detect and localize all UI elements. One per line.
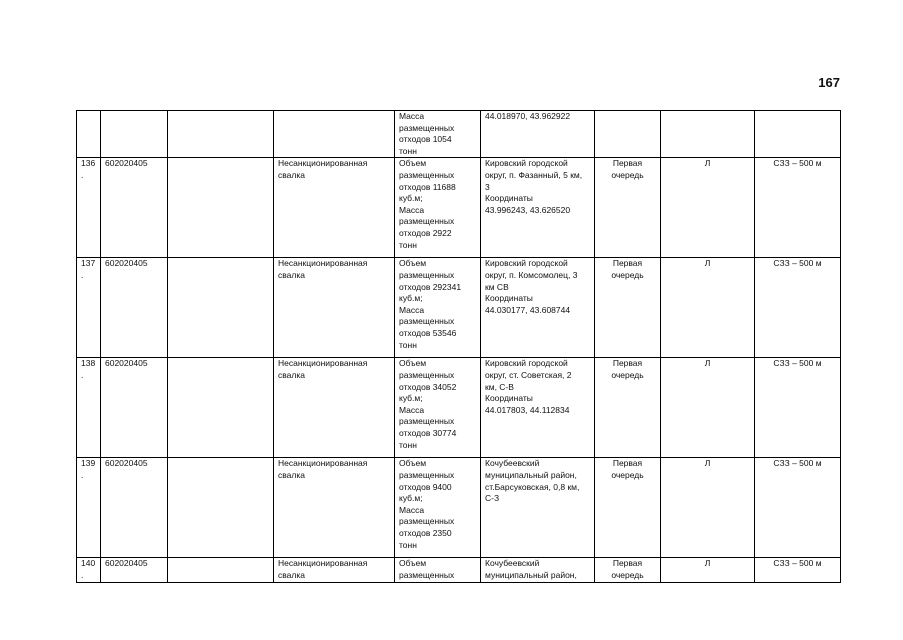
cell-waste-volume: Масса размещенных отходов 1054 тонн bbox=[395, 111, 481, 158]
cell-waste-volume: Объем размещенных отходов 34052 куб.м; Масса размещенных отходов 30774 тонн bbox=[395, 358, 481, 458]
cell-queue: Первая очередь bbox=[595, 258, 661, 358]
cell-sanitary-zone: СЗЗ – 500 м bbox=[755, 558, 841, 582]
cell-location: Кировский городской округ, п. Комсомолец, 3 км СВ Координаты 44.030177, 43.608744 bbox=[481, 258, 595, 358]
cell-letter: Л bbox=[661, 558, 755, 582]
cell-row-number: 137. bbox=[77, 258, 101, 358]
cell-row-number: 140. bbox=[77, 558, 101, 582]
cell-letter bbox=[661, 111, 755, 158]
table-row bbox=[77, 111, 841, 158]
cell-sanitary-zone bbox=[755, 111, 841, 158]
cell-letter: Л bbox=[661, 358, 755, 458]
cell-location: Кочубеевский муниципальный район, ст.Барсуковская, 0,8 км, С-З bbox=[481, 458, 595, 558]
cell-object-type: Несанкционированная свалка bbox=[274, 558, 395, 582]
cell-code bbox=[101, 111, 168, 158]
cell-sanitary-zone: СЗЗ – 500 м bbox=[755, 458, 841, 558]
cell-waste-volume: Объем размещенных отходов 9400 куб.м; Масса размещенных отходов 2350 тонн bbox=[395, 458, 481, 558]
cell-blank bbox=[168, 158, 274, 258]
cell-blank bbox=[168, 358, 274, 458]
cell-waste-volume: Объем размещенных bbox=[395, 558, 481, 582]
cell-sanitary-zone: СЗЗ – 500 м bbox=[755, 158, 841, 258]
cell-queue: Первая очередь bbox=[595, 358, 661, 458]
cell-letter: Л bbox=[661, 458, 755, 558]
cell-location: Кировский городской округ, ст. Советская, 2 км, С-В Координаты 44.017803, 44.112834 bbox=[481, 358, 595, 458]
table-row bbox=[77, 558, 841, 582]
registry-table bbox=[76, 110, 841, 583]
cell-waste-volume: Объем размещенных отходов 11688 куб.м; Масса размещенных отходов 2922 тонн bbox=[395, 158, 481, 258]
table-row bbox=[77, 258, 841, 358]
cell-queue bbox=[595, 111, 661, 158]
cell-object-type: Несанкционированная свалка bbox=[274, 458, 395, 558]
cell-queue: Первая очередь bbox=[595, 458, 661, 558]
cell-row-number: 139. bbox=[77, 458, 101, 558]
cell-object-type: Несанкционированная свалка bbox=[274, 358, 395, 458]
cell-sanitary-zone: СЗЗ – 500 м bbox=[755, 358, 841, 458]
registry-table-body bbox=[77, 111, 841, 583]
cell-location: Кочубеевский муниципальный район, bbox=[481, 558, 595, 582]
table-row bbox=[77, 358, 841, 458]
cell-letter: Л bbox=[661, 258, 755, 358]
cell-code: 602020405 bbox=[101, 358, 168, 458]
cell-queue: Первая очередь bbox=[595, 158, 661, 258]
cell-queue: Первая очередь bbox=[595, 558, 661, 582]
cell-sanitary-zone: СЗЗ – 500 м bbox=[755, 258, 841, 358]
cell-blank bbox=[168, 558, 274, 582]
cell-location: Кировский городской округ, п. Фазанный, 5 км, 3 Координаты 43.996243, 43.626520 bbox=[481, 158, 595, 258]
cell-row-number: 136. bbox=[77, 158, 101, 258]
cell-blank bbox=[168, 111, 274, 158]
cell-row-number: 138. bbox=[77, 358, 101, 458]
cell-waste-volume: Объем размещенных отходов 292341 куб.м; Масса размещенных отходов 53546 тонн bbox=[395, 258, 481, 358]
cell-blank bbox=[168, 258, 274, 358]
cell-code: 602020405 bbox=[101, 258, 168, 358]
table-row bbox=[77, 158, 841, 258]
cell-blank bbox=[168, 458, 274, 558]
cell-object-type: Несанкционированная свалка bbox=[274, 258, 395, 358]
page-number: 167 bbox=[818, 75, 840, 90]
cell-code: 602020405 bbox=[101, 158, 168, 258]
cell-row-number bbox=[77, 111, 101, 158]
cell-location: 44.018970, 43.962922 bbox=[481, 111, 595, 158]
cell-object-type bbox=[274, 111, 395, 158]
cell-letter: Л bbox=[661, 158, 755, 258]
cell-code: 602020405 bbox=[101, 458, 168, 558]
cell-object-type: Несанкционированная свалка bbox=[274, 158, 395, 258]
cell-code: 602020405 bbox=[101, 558, 168, 582]
table-row bbox=[77, 458, 841, 558]
